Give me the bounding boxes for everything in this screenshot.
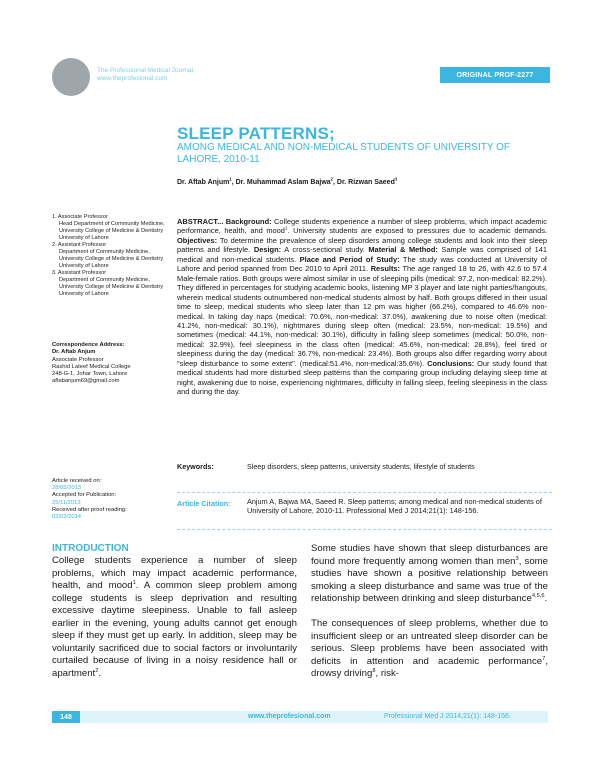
citation-sup: 1 (284, 225, 288, 231)
journal-url[interactable]: www.theprofesional.com (97, 75, 168, 82)
abstract-methods: Sample was comprised of 141 medical and non-medical students. (177, 245, 547, 264)
intro-column-1 (52, 555, 297, 680)
intro-text: Some studies have shown that sleep disturbances are found more frequently among women than men (311, 543, 548, 567)
design-label: Design: (253, 245, 282, 255)
abstract-place: The study was conducted at University of Lahore and period spanned from Dec 2010 to April 2011. (177, 254, 548, 274)
abstract-lead: ABSTRACT... Background: (177, 217, 272, 226)
abstract-background-2: . University students are exposed to pressures due to academic demands. (287, 226, 547, 236)
affil-line: University College of Medicine & Dentistry (59, 284, 164, 290)
abstract-design: A cross-sectional study. (284, 245, 365, 255)
abstract (177, 217, 547, 397)
intro-column-2 (311, 543, 548, 693)
affil-line: Department of Community Medicine, (59, 277, 150, 283)
abstract-objectives: To determine the prevalence of sleep disorders among college students and look into their sleep patterns and lifestyle. (177, 235, 548, 255)
citation-sup: 3 (515, 555, 519, 562)
citation-text: Anjum A, Bajwa MA, Saeed R. Sleep patterns; among medical and non-medical students of University of Lahore, 2010-11. Professional Med J 2014;21(1): 148-156. (247, 497, 542, 515)
affil-line: University of Lahore (59, 235, 109, 241)
page-number: 148 (52, 711, 80, 723)
citation-sup: 7 (542, 655, 546, 662)
corr-line: Associate Professor (52, 356, 104, 363)
author-list: Dr. Aftab Anjum$^1$, Dr. Muhammad Aslam Bajwa$^2$, Dr. Rizwan Saeed$^3$ (177, 176, 398, 186)
affil-line: University College of Medicine & Dentistry (59, 256, 164, 262)
author-3-sup: 3 (394, 176, 398, 182)
methods-label: Material & Method: (368, 245, 438, 255)
received-label: Article received on: (52, 478, 102, 484)
affil-num: 2. (52, 242, 57, 248)
author-3: Dr. Rizwan Saeed (336, 179, 395, 186)
citation-sup: 8 (372, 667, 376, 674)
abstract-conclusions: Our study found that medical students had more disturbed sleep patterns than the comparing group including delaying sleep time at night, awakening due to noise, experiencing nightmares, difficulty in falling sleep, feeling sleepiness in the class and during the day. (177, 358, 547, 397)
intro-text: College students experience a number of sleep problems, which may impact academic performance, health, and mood (52, 555, 297, 591)
paragraph (311, 543, 548, 606)
accepted-date: 25/11/2013 (52, 499, 81, 506)
author-1-sup: 1 (229, 176, 232, 182)
affiliations (52, 214, 172, 298)
correspondence-address (52, 342, 172, 386)
paragraph (311, 618, 548, 681)
affil-title: Assistant Professor (57, 242, 107, 248)
affil-line: University of Lahore (59, 291, 109, 297)
abstract-results: The age ranged 18 to 26, with 42.6 to 57.4 Male-female ratios. Both groups were almost similar in use of sleeping pills (medical: 97.2, non-medical: 82.2%). They differed in percentages for studying academic books, listening MP 3 player and late night parties/hangouts, wherein medical students outnumbered non-medical students almost by half. Both groups differed in their usual time to sleep, medical students who sleep later than 12 pm was higher (66.2%), compared to 46.6% non-medical. In taking day naps (medical: 70.6%, non-medical: 37.0%), awakening due to noise often (medical: 41.2%, non-medical: 30.1%), nightmares during sleep often (medical: 23.5%, non-medical: 19.5%) and sometimes (medical: 44.1%, non-medical: 30.1%), difficulty in falling sleep sometimes (medical: 50.0%, non-medical: 32.9%), feel sleepiness in the class often (medical: 45.6%, non-medical: 28.8%), feel tired or sleepiness during the day (medical: 36.7%, non-medical: 23.4%). Both groups also differ regarding worry about "sleep disturbance to some extent". (medical:51.4%, non-medical:35.6%). (177, 264, 547, 368)
proof-date: 03/02/2014 (52, 514, 82, 521)
journal-logo (52, 58, 90, 96)
affil-line: Head Department of Community Medicine, (59, 221, 165, 227)
article-subtitle: AMONG MEDICAL AND NON-MEDICAL STUDENTS OF UNIVERSITY OF LAHORE, 2010-11 (177, 142, 510, 165)
results-label: Results: (370, 264, 401, 274)
intro-text: . (98, 667, 102, 679)
proof-label: Received after proof reading: (52, 506, 127, 513)
journal-header (97, 67, 193, 83)
objectives-label: Objectives: (177, 235, 218, 245)
affil-line: University of Lahore (59, 263, 109, 269)
accepted-label: Accepted for Publication: (52, 492, 117, 499)
affil-title: Assistant Professor (57, 270, 107, 276)
footer-journal-ref: Professional Med J 2014;21(1): 148-156. (384, 713, 511, 720)
article-title: SLEEP PATTERNS; (177, 124, 335, 143)
corr-email[interactable]: aftabanjum69@gmail.com (52, 378, 120, 385)
intro-text: , risk- (375, 668, 399, 679)
citation-sup: 2 (95, 667, 99, 674)
journal-name: The Professional Medical Journal (97, 67, 194, 74)
introduction-heading: INTRODUCTION (52, 543, 129, 554)
author-2-sup: 2 (330, 176, 333, 182)
citation-label: Article Citation: (177, 499, 231, 508)
footer-website[interactable]: www.theprofesional.com (248, 713, 331, 720)
author-1: Dr. Aftab Anjum (177, 179, 230, 186)
corr-label: Correspondence Address: (52, 342, 125, 348)
intro-text: . A common sleep problem among college students is sleep deprivation and resulting excessive daytime sleepiness. Unable to fall asleep earlier in the evening, young adults cannot get enough sleep if they must get up early. In addition, sleep may be voluntarily sacrificed due to social factors or involuntarily curtailed because of living in a noisy residence hall or apartment (52, 580, 297, 679)
keywords-text: Sleep disorders, sleep patterns, university students, lifestyle of students (247, 462, 475, 471)
intro-text: , drowsy driving (311, 655, 548, 679)
place-label: Place and Period of Study: (299, 254, 400, 264)
intro-text: The consequences of sleep problems, whether due to insufficient sleep or an untreated sleep disorder can be serious. Sleep problems have been associated with deficits in attention and academic performance (311, 618, 548, 667)
keywords-label: Keywords: (177, 462, 214, 471)
corr-line: 248-G-1, Johar Town, Lahore (52, 371, 128, 378)
citation-sup: 1 (132, 579, 136, 586)
affil-line: University College of Medicine & Dentistry (59, 228, 164, 234)
article-dates (52, 478, 172, 521)
keywords (177, 462, 552, 471)
intro-text: . (544, 593, 548, 604)
affil-line: Department of Community Medicine, (59, 249, 150, 255)
received-date: 28/05/2013 (52, 485, 82, 492)
author-2: Dr. Muhammad Aslam Bajwa (235, 179, 331, 186)
affil-num: 3. (52, 270, 57, 276)
abstract-background: College students experience a number of sleep problems, which impact academic performance, health, and mood (177, 217, 547, 236)
article-type-badge: ORIGINAL PROF-2277 (440, 67, 550, 83)
corr-line: Rashid Lateef Medical College (52, 363, 131, 370)
citation-sup: 4,5,6 (531, 592, 545, 599)
intro-text: , some studies have shown a positive relationship between smoking a sleep disturbance and same was true of the relationship between drinking and sleep disturbance (311, 555, 548, 604)
conclusions-label: Conclusions: (427, 358, 475, 368)
affil-num: 1. (52, 214, 57, 220)
affil-title: Associate Professor (57, 214, 108, 220)
corr-name: Dr. Aftab Anjum (52, 349, 96, 356)
